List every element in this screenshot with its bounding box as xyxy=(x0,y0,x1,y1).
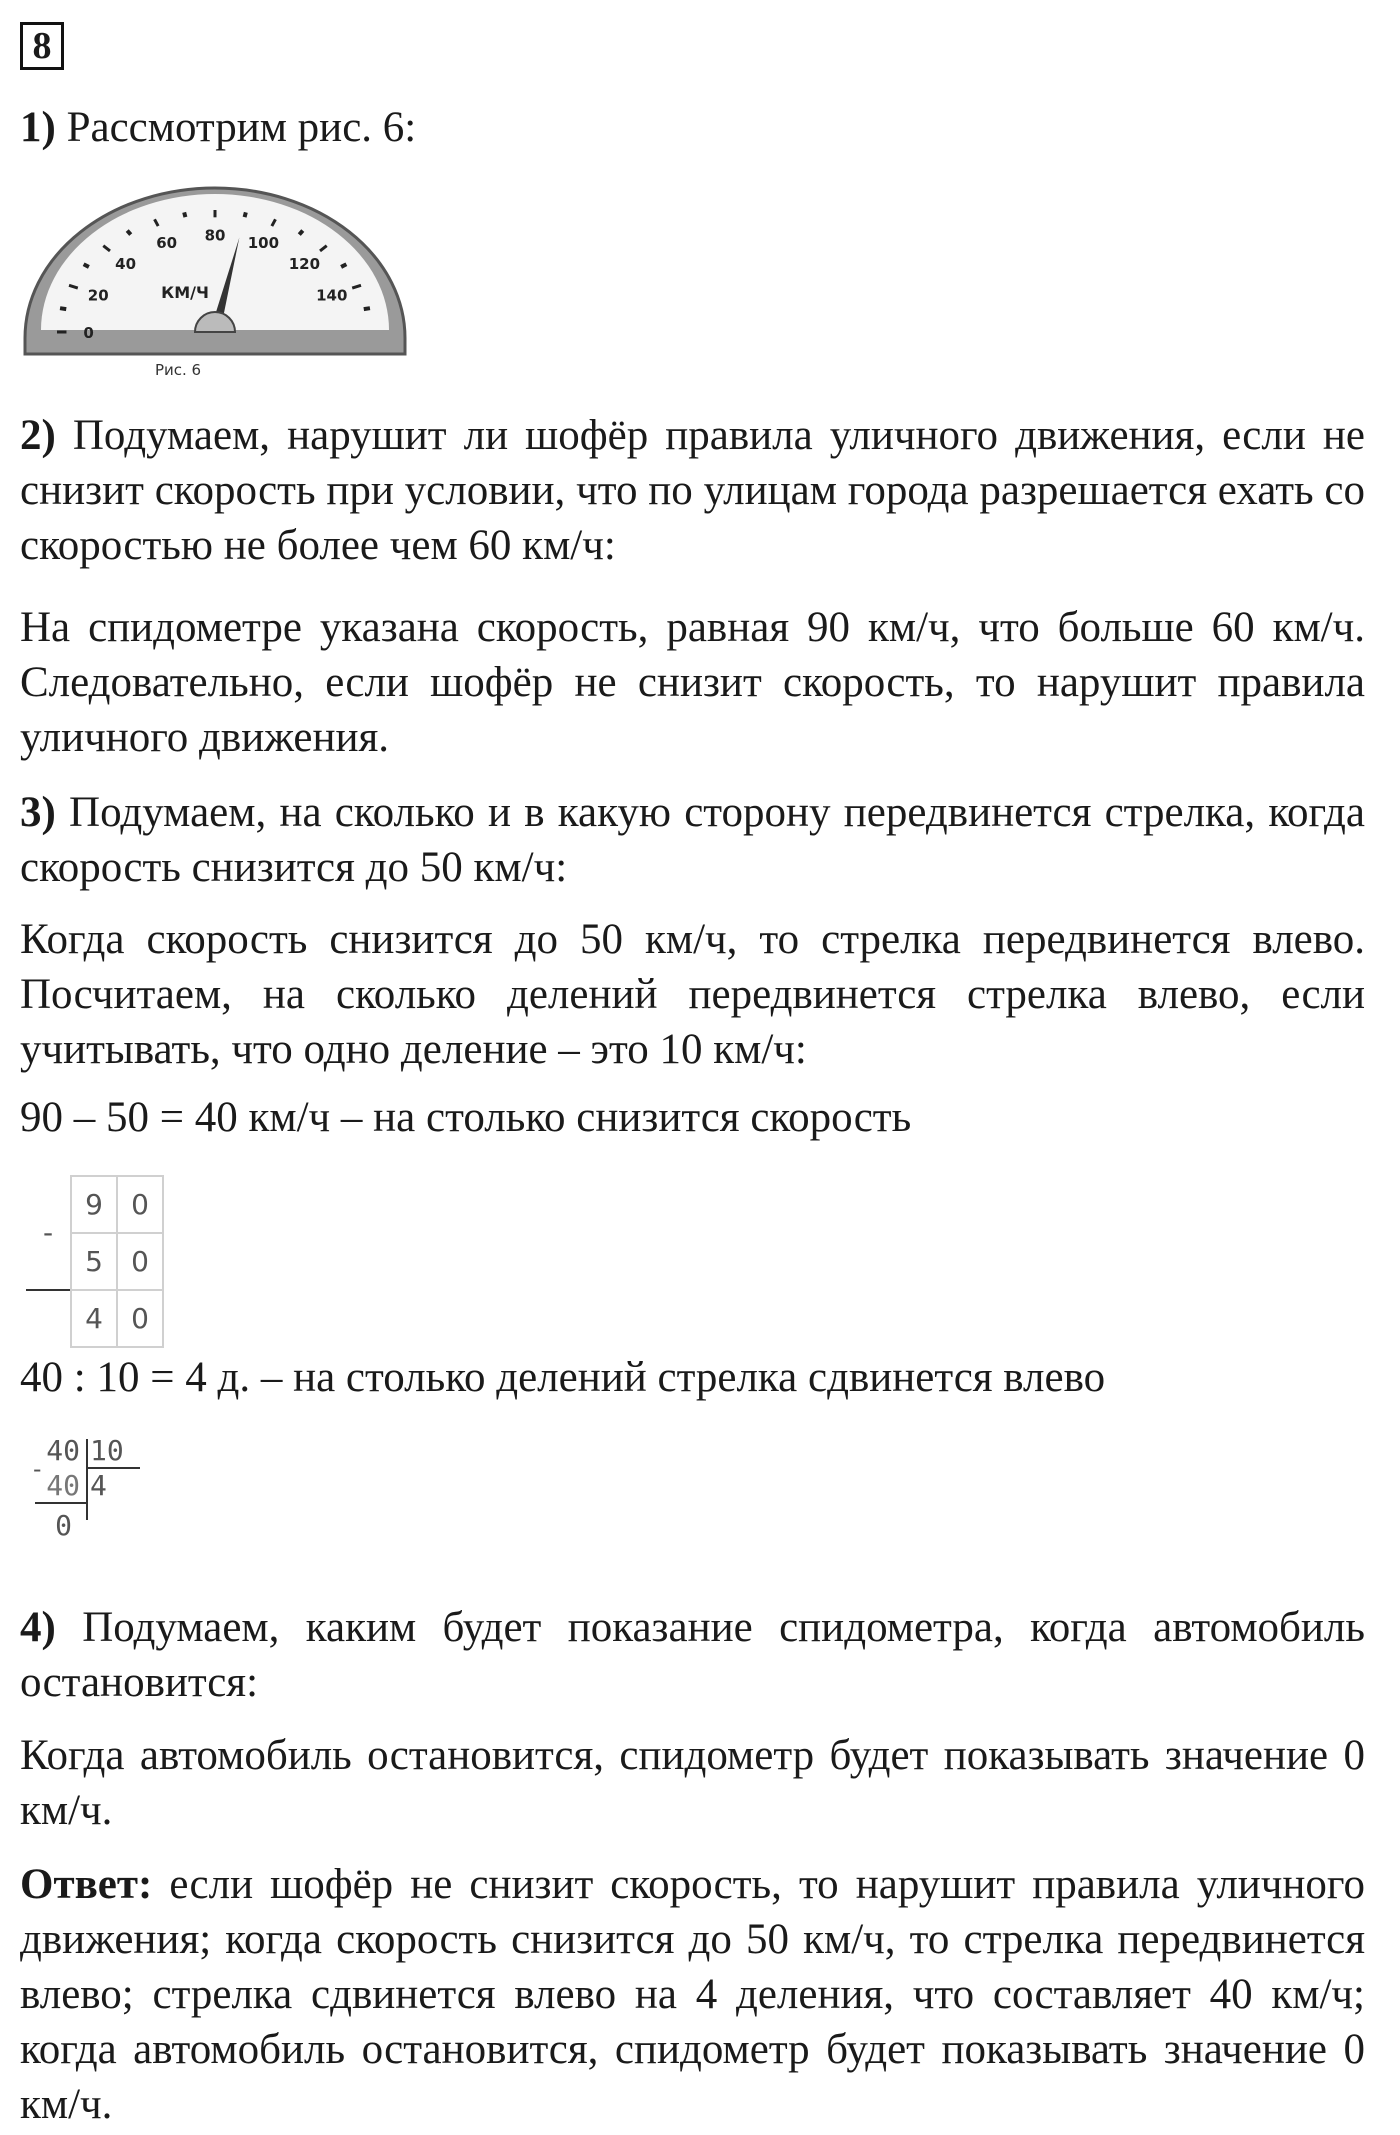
step-2-question xyxy=(20,408,1365,573)
result-digit: 4 xyxy=(71,1290,117,1347)
quotient: 4 xyxy=(90,1469,107,1502)
step-2-text: Подумаем, нарушит ли шофёр правила уличного движения, если не снизит скорость при условии, что по улицам города разрешается ехать со скоростью не более чем 60 км/ч: xyxy=(20,412,1365,569)
scale-label-0: 0 xyxy=(83,324,94,342)
result-digit: 0 xyxy=(117,1290,163,1347)
subtrahend-digit: 5 xyxy=(71,1233,117,1290)
step-3-answer: Когда скорость снизится до 50 км/ч, то стрелка передвинется влево. Посчитаем, на сколько делений передвинется стрелка влево, если учитывать, что одно деление – это 10 км/ч: xyxy=(20,916,1365,1073)
divisor: 10 xyxy=(90,1435,124,1467)
gauge-tick xyxy=(341,264,346,267)
speedometer-figure xyxy=(15,170,413,382)
step-4-number: 4) xyxy=(20,1604,56,1651)
long-division xyxy=(30,1435,160,1565)
scale-label-60: 60 xyxy=(156,233,178,252)
minuend-digit: 0 xyxy=(117,1176,163,1233)
scale-label-140: 140 xyxy=(316,286,348,305)
step-3-text: Подумаем, на сколько и в какую сторону передвинется стрелка, когда скорость снизится до 50 км/ч: xyxy=(20,789,1365,891)
scale-label-80: 80 xyxy=(204,226,226,245)
subtrahend-digit: 0 xyxy=(117,1233,163,1290)
gauge-tick xyxy=(60,308,66,309)
answer-text: если шофёр не снизит скорость, то нарушит правила уличного движения; когда скорость снизится до 50 км/ч, то стрелка передвинется влево; стрелка сдвинется влево на 4 деления, что составляет 40 км/ч; когда автомобиль остановится, спидометр будет показывать значение 0 км/ч. xyxy=(20,1861,1365,2128)
gauge-unit-label: КМ/Ч xyxy=(161,283,209,302)
step-2-answer: На спидометре указана скорость, равная 90 км/ч, что больше 60 км/ч. Следовательно, если шофёр не снизит скорость, то нарушит правила уличного движения. xyxy=(20,604,1365,761)
gauge-tick xyxy=(364,308,370,309)
dividend: 40 xyxy=(46,1435,80,1467)
gauge-tick xyxy=(184,212,185,217)
gauge-tick xyxy=(245,212,246,217)
gauge-tick xyxy=(127,231,131,235)
step-2-number: 2) xyxy=(20,412,56,459)
final-answer xyxy=(20,1857,1365,2132)
column-subtraction xyxy=(26,1175,164,1348)
figure-caption: Рис. 6 xyxy=(154,361,202,379)
step-4-answer: Когда автомобиль остановится, спидометр будет показывать значение 0 км/ч. xyxy=(20,1732,1365,1834)
step-1 xyxy=(20,100,1365,155)
step-3-number: 3) xyxy=(20,789,56,836)
gauge-tick xyxy=(84,264,89,267)
step-1-number: 1) xyxy=(20,104,56,151)
step-4-text: Подумаем, каким будет показание спидометра, когда автомобиль остановится: xyxy=(20,1604,1365,1706)
answer-label: Ответ: xyxy=(20,1861,153,1908)
step-1-text: Рассмотрим рис. 6: xyxy=(55,104,417,151)
scale-label-40: 40 xyxy=(115,254,137,273)
equation-division: 40 : 10 = 4 д. – на столько делений стрелка сдвинется влево xyxy=(20,1354,1106,1401)
gauge-tick xyxy=(299,231,303,235)
result-blank xyxy=(26,1290,71,1347)
equation-subtraction: 90 – 50 = 40 км/ч – на столько снизится скорость xyxy=(20,1094,912,1141)
task-number: 8 xyxy=(20,22,64,70)
minuend-digit: 9 xyxy=(71,1176,117,1233)
division-minus: - xyxy=(30,1455,45,1483)
subtraction-operator: - xyxy=(26,1176,71,1290)
step-4-question xyxy=(20,1600,1365,1710)
scale-label-120: 120 xyxy=(288,254,321,273)
product: 40 xyxy=(46,1469,80,1502)
scale-label-20: 20 xyxy=(87,286,109,305)
step-3-question xyxy=(20,785,1365,895)
scale-label-100: 100 xyxy=(247,233,280,252)
remainder: 0 xyxy=(55,1509,72,1542)
